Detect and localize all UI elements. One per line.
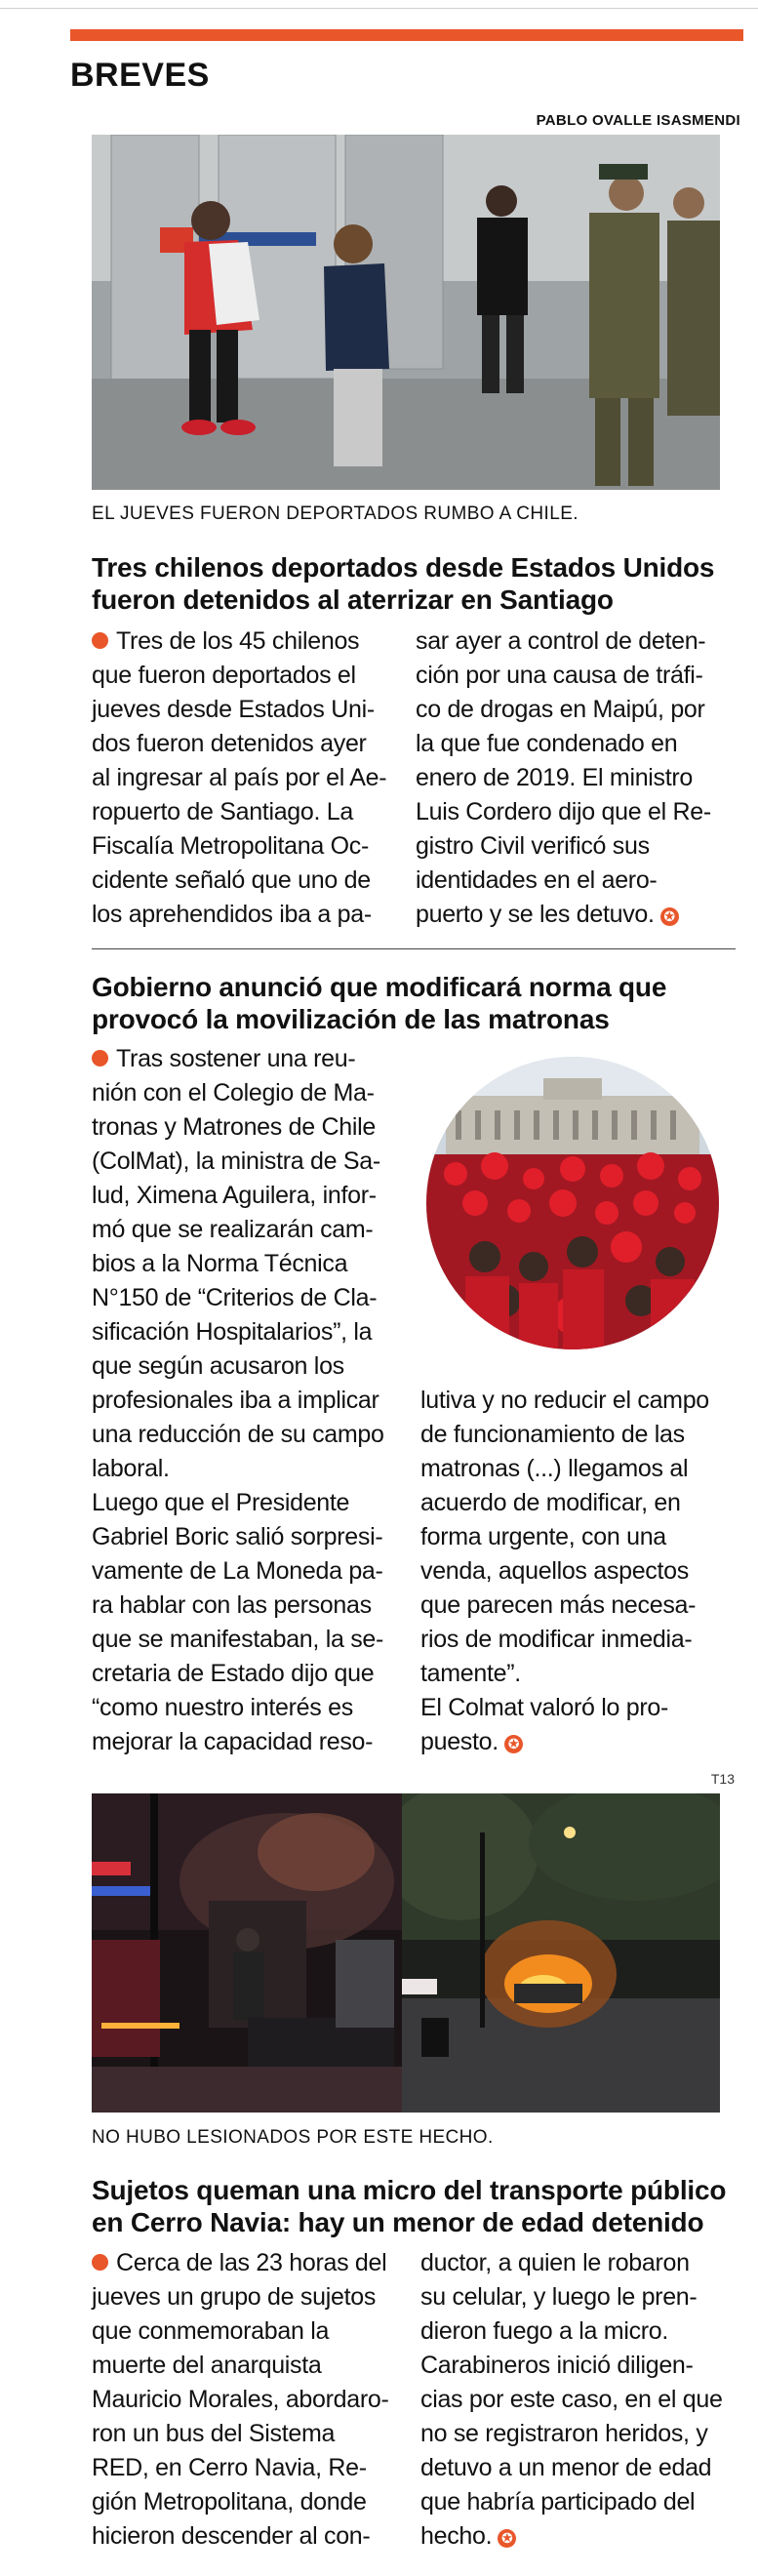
text-line: (ColMat), la ministra de Sa- — [92, 1147, 380, 1175]
protest-circle-photo — [426, 1057, 719, 1349]
body-column-left — [92, 2246, 419, 2554]
end-mark-icon: ✪ — [504, 1735, 523, 1753]
text-line: Tras sostener una reu- — [116, 1045, 356, 1072]
text-line: RED, en Cerro Navia, Re- — [92, 2454, 367, 2481]
text-line: cretaria de Estado dijo que — [92, 1660, 375, 1687]
text-line: Mauricio Morales, abordaro- — [92, 2386, 389, 2413]
text-line: venda, aquellos aspectos — [420, 1557, 689, 1585]
text-line: que según acusaron los — [92, 1352, 344, 1380]
story-divider — [92, 948, 736, 949]
text-line: lutiva y no reducir el campo — [420, 1387, 709, 1414]
text-line: hecho. — [420, 2522, 493, 2550]
text-line: matronas (...) llegamos al — [420, 1455, 689, 1482]
page-number: T13 — [710, 1771, 735, 1787]
text-line: al ingresar al país por el Ae- — [92, 764, 387, 791]
photo-caption: NO HUBO LESIONADOS POR ESTE HECHO. — [92, 2127, 494, 2148]
text-line: profesionales iba a implicar — [92, 1387, 379, 1414]
text-line: dos fueron detenidos ayer — [92, 730, 367, 757]
text-line: que parecen más necesa- — [420, 1591, 697, 1619]
headline — [92, 551, 736, 616]
headline-line: provocó la movilización de las matronas — [92, 1004, 610, 1034]
body-column-left — [92, 1042, 419, 1759]
text-line: que habría participado del — [420, 2488, 696, 2516]
text-line: co de drogas en Maipú, por — [416, 696, 705, 723]
la-moneda-protest-image — [426, 1057, 719, 1349]
text-line: Carabineros inició diligen- — [420, 2352, 694, 2379]
text-line: “como nuestro interés es — [92, 1694, 353, 1721]
text-line: nión con el Colegio de Ma- — [92, 1079, 375, 1107]
text-line: no se registraron heridos, y — [420, 2420, 708, 2447]
text-line: cias por este caso, en el que — [420, 2386, 723, 2413]
text-line: N°150 de “Criterios de Cla- — [92, 1284, 378, 1311]
text-line: forma urgente, con una — [420, 1523, 666, 1550]
section-title: BREVES — [70, 57, 210, 94]
text-line: ropuerto de Santiago. La — [92, 798, 354, 825]
end-mark-icon: ✪ — [498, 2529, 516, 2548]
text-line: mó que se realizarán cam- — [92, 1216, 374, 1243]
end-mark-icon: ✪ — [660, 907, 679, 926]
text-line: identidades en el aero- — [416, 866, 658, 894]
text-line: rios de modificar inmedia- — [420, 1626, 693, 1653]
headline-line: fueron detenidos al aterrizar en Santiago — [92, 584, 614, 615]
text-line: gistro Civil verificó sus — [416, 832, 650, 860]
text-line: mejorar la capacidad reso- — [92, 1728, 374, 1755]
headline-line: Tres chilenos deportados desde Estados Unidos — [92, 552, 715, 583]
text-line: Tres de los 45 chilenos — [116, 627, 360, 655]
text-line: ción por una causa de tráfi- — [416, 662, 703, 689]
text-line: dieron fuego a la micro. — [420, 2317, 669, 2345]
text-line: ron un bus del Sistema — [92, 2420, 336, 2447]
text-line: detuvo a un menor de edad — [420, 2454, 712, 2481]
headline — [92, 971, 736, 1035]
headline — [92, 2174, 736, 2238]
section-accent-bar — [70, 29, 743, 41]
bus-fire-photo-left — [92, 1793, 402, 2113]
text-line: gión Metropolitana, donde — [92, 2488, 367, 2516]
top-rule — [0, 8, 758, 9]
text-line: El Colmat valoró lo pro- — [420, 1694, 669, 1721]
text-line: la que fue condenado en — [416, 730, 678, 757]
headline-line: en Cerro Navia: hay un menor de edad detenido — [92, 2207, 704, 2237]
text-line: Gabriel Boric salió sorpresi- — [92, 1523, 383, 1550]
text-line: sar ayer a control de deten- — [416, 627, 706, 655]
body-column-left — [92, 624, 404, 932]
text-line: enero de 2019. El ministro — [416, 764, 694, 791]
text-line: puerto y se les detuvo. — [416, 901, 655, 928]
text-line: puesto. — [420, 1728, 499, 1755]
body-column-right — [416, 624, 742, 932]
text-line: Luego que el Presidente — [92, 1489, 350, 1516]
text-line: que se manifestaban, la se- — [92, 1626, 384, 1653]
text-line: Luis Cordero dijo que el Re- — [416, 798, 711, 825]
text-line: vamente de La Moneda pa- — [92, 1557, 383, 1585]
body-column-right — [420, 1384, 742, 1759]
text-line: muerte del anarquista — [92, 2352, 322, 2379]
text-line: de funcionamiento de las — [420, 1421, 685, 1448]
text-line: hicieron descender al con- — [92, 2522, 371, 2550]
text-line: bios a la Norma Técnica — [92, 1250, 348, 1277]
burning-bus-street-image — [402, 1793, 720, 2113]
text-line: los aprehendidos iba a pa- — [92, 901, 372, 928]
text-line: ra hablar con las personas — [92, 1591, 372, 1619]
text-line: una reducción de su campo — [92, 1421, 384, 1448]
text-line: jueves desde Estados Uni- — [92, 696, 375, 723]
text-line: acuerdo de modificar, en — [420, 1489, 681, 1516]
bullet-icon — [92, 632, 108, 649]
headline-line: Gobierno anunció que modificará norma que — [92, 972, 667, 1002]
text-line: su celular, y luego le pren- — [420, 2283, 698, 2311]
text-line: tamente”. — [420, 1660, 521, 1687]
text-line: tronas y Matrones de Chile — [92, 1113, 376, 1141]
text-line: cidente señaló que uno de — [92, 866, 371, 894]
bullet-icon — [92, 1050, 108, 1067]
text-line: ductor, a quien le robaron — [420, 2249, 690, 2276]
body-column-right — [420, 2246, 747, 2554]
firefighters-night-image — [92, 1793, 402, 2113]
text-line: Fiscalía Metropolitana Oc- — [92, 832, 369, 860]
text-line: que conmemoraban la — [92, 2317, 330, 2345]
text-line: laboral. — [92, 1455, 170, 1482]
photo-caption: EL JUEVES FUERON DEPORTADOS RUMBO A CHILE. — [92, 503, 578, 524]
text-line: lud, Ximena Aguilera, infor- — [92, 1182, 377, 1209]
airport-scene-image — [92, 135, 720, 490]
text-line: sificación Hospitalarios”, la — [92, 1318, 373, 1346]
bus-fire-photo-right — [402, 1793, 720, 2113]
text-line: jueves un grupo de sujetos — [92, 2283, 377, 2311]
text-line: Cerca de las 23 horas del — [116, 2249, 387, 2276]
deportees-photo — [92, 135, 720, 490]
photo-credit: PABLO OVALLE ISASMENDI — [536, 112, 740, 129]
text-line: que fueron deportados el — [92, 662, 356, 689]
headline-line: Sujetos queman una micro del transporte público — [92, 2175, 727, 2205]
bullet-icon — [92, 2254, 108, 2271]
